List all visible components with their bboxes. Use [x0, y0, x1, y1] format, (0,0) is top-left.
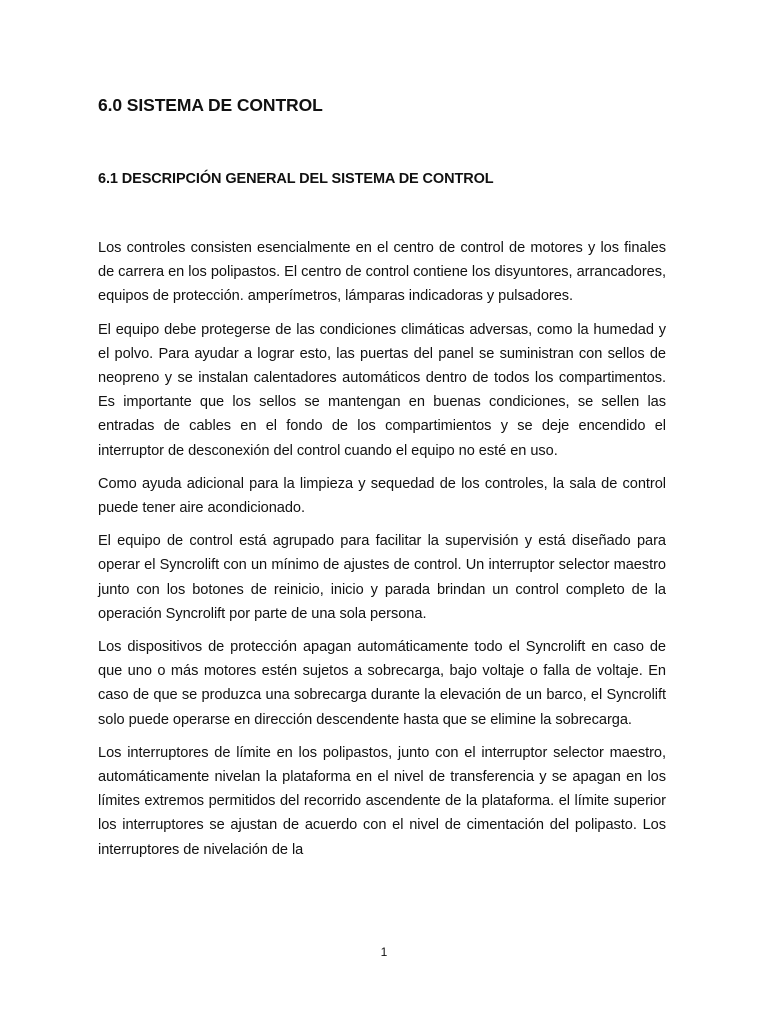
section-heading: 6.0 SISTEMA DE CONTROL	[98, 95, 323, 115]
page-content	[98, 92, 666, 871]
subsection-heading: 6.1 DESCRIPCIÓN GENERAL DEL SISTEMA DE CONTROL	[98, 171, 494, 187]
page-number: 1	[380, 945, 388, 959]
paragraph: El equipo debe protegerse de las condiciones climáticas adversas, como la humedad y el polvo. Para ayudar a lograr esto, las puertas del panel se suministran con sellos de neopreno y se instalan calentadores automáticos dentro de todos los compartimentos. Es importante que los sellos se mantengan en buenas condiciones, se sellen las entradas de cables en el fondo de los compartimientos y se deje encendido el interruptor de desconexión del control cuando el equipo no esté en uso.	[98, 321, 666, 459]
paragraph: Los controles consisten esencialmente en el centro de control de motores y los finales de carrera en los polipastos. El centro de control contiene los disyuntores, arrancadores, equipos de protección. amperímetros, lámparas indicadoras y pulsadores.	[98, 240, 666, 305]
body-text	[98, 236, 666, 862]
paragraph: El equipo de control está agrupado para facilitar la supervisión y está diseñado para operar el Syncrolift con un mínimo de ajustes de control. Un interruptor selector maestro junto con los botones de reinicio, inicio y parada brindan un control completo de la operación Syncrolift por parte de una sola persona.	[98, 533, 666, 622]
paragraph: Como ayuda adicional para la limpieza y sequedad de los controles, la sala de control puede tener aire acondicionado.	[98, 475, 666, 517]
paragraph: Los dispositivos de protección apagan automáticamente todo el Syncrolift en caso de que uno o más motores estén sujetos a sobrecarga, bajo voltaje o falla de voltaje. En caso de que se produzca una sobrecarga durante la elevación de un barco, el Syncrolift solo puede operarse en dirección descendente hasta que se elimine la sobrecarga.	[98, 639, 666, 728]
paragraph: Los interruptores de límite en los polipastos, junto con el interruptor selector maestro, automáticamente nivelan la plataforma en el nivel de transferencia y se apagan en los límites extremos permitidos del recorrido ascendente de la plataforma. el límite superior los interruptores se ajustan de acuerdo con el nivel de cimentación del polipasto. Los interruptores de nivelación de la	[98, 744, 666, 858]
